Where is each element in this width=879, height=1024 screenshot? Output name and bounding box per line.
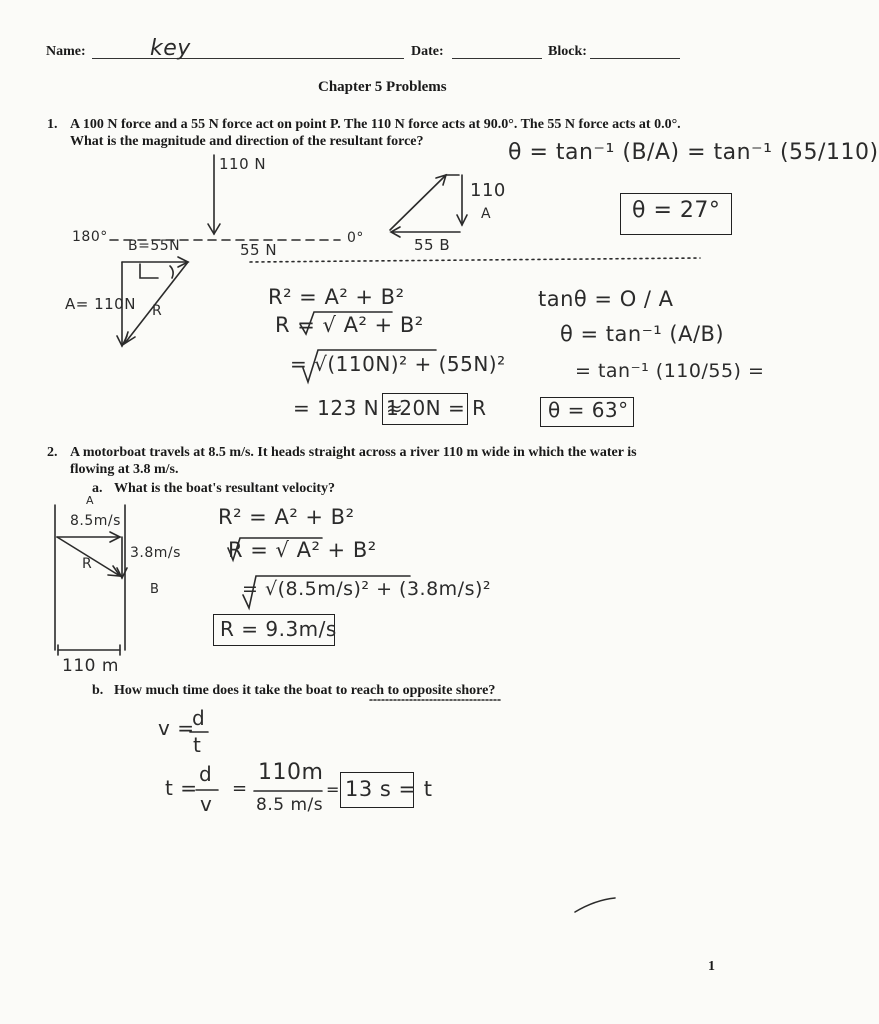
angle-0-label: 0° bbox=[347, 230, 364, 246]
eq-t-speed: 8.5 m/s bbox=[256, 795, 324, 815]
theta-formula: θ = tan⁻¹ (B/A) = tan⁻¹ (55/110) bbox=[508, 140, 879, 165]
tan-def: tanθ = O / A bbox=[538, 287, 674, 311]
eq-t-num: d bbox=[199, 762, 213, 786]
eq-result: = 123 N ≈ bbox=[293, 396, 404, 420]
boat-velocity-label: 8.5m/s bbox=[70, 513, 121, 529]
part-a-question: What is the boat's resultant velocity? bbox=[114, 481, 336, 496]
a-110n-label: A= 110N bbox=[65, 295, 136, 313]
b-55n-label: B=55N bbox=[128, 238, 181, 254]
p2-eq-substitute: = √(8.5m/s)² + (3.8m/s)² bbox=[242, 578, 491, 600]
p2-eq-pythag: R² = A² + B² bbox=[218, 505, 355, 529]
velocity-answer: R = 9.3m/s bbox=[220, 617, 337, 641]
force-55n-label: 55 N bbox=[240, 241, 278, 259]
name-label: Name: bbox=[46, 44, 86, 59]
theta-answer: θ = 27° bbox=[632, 198, 721, 223]
eq-v-left: v = bbox=[158, 716, 195, 740]
eq-t-left: t = bbox=[165, 776, 198, 800]
r-vector-label: R bbox=[82, 556, 93, 572]
eq-t-den: v bbox=[200, 792, 213, 816]
eq-v-den: t bbox=[193, 733, 202, 757]
eq-sqrt: R = √ A² + B² bbox=[275, 313, 424, 337]
tri-a-letter: A bbox=[481, 206, 492, 222]
b-mark: B bbox=[150, 582, 160, 597]
p2-eq-sqrt: R = √ A² + B² bbox=[228, 538, 377, 562]
page-title: Chapter 5 Problems bbox=[318, 79, 447, 95]
problem1-line2: What is the magnitude and direction of the resultant force? bbox=[70, 134, 424, 149]
eq-t-equals: = bbox=[232, 778, 248, 799]
eq-t-equals2: = bbox=[326, 780, 340, 799]
angle-180-label: 180° bbox=[72, 229, 108, 245]
eq-v-num: d bbox=[192, 706, 206, 730]
problem2-line1: A motorboat travels at 8.5 m/s. It heads straight across a river 110 m wide in which the water is bbox=[70, 445, 637, 460]
force-110n-label: 110 N bbox=[219, 155, 267, 173]
eq-pythag: R² = A² + B² bbox=[268, 285, 405, 309]
date-label: Date: bbox=[411, 44, 444, 59]
eq-substitute: = √(110N)² + (55N)² bbox=[290, 352, 506, 376]
problem2-number: 2. bbox=[47, 445, 58, 460]
time-answer: 13 s = t bbox=[345, 777, 433, 801]
r-answer: 120N = R bbox=[386, 396, 487, 420]
part-b-letter: b. bbox=[92, 683, 104, 698]
name-value: key bbox=[150, 36, 191, 61]
part-b-question: How much time does it take the boat to reach to opposite shore? bbox=[114, 683, 496, 698]
block-label: Block: bbox=[548, 44, 587, 59]
river-velocity-label: 3.8m/s bbox=[130, 545, 181, 561]
tan-substitute: = tan⁻¹ (110/55) = bbox=[575, 360, 765, 382]
problem1-number: 1. bbox=[47, 117, 58, 132]
page-number: 1 bbox=[708, 959, 715, 974]
tri-b-label: 55 B bbox=[414, 236, 451, 254]
eq-t-distance: 110m bbox=[258, 760, 324, 785]
tri-a-value: 110 bbox=[470, 180, 506, 201]
part-a-letter: a. bbox=[92, 481, 103, 496]
river-width-label: 110 m bbox=[62, 656, 119, 676]
tan-inverse: θ = tan⁻¹ (A/B) bbox=[560, 322, 725, 346]
a-mark: A bbox=[86, 494, 95, 507]
problem2-line2: flowing at 3.8 m/s. bbox=[70, 462, 179, 477]
r-label: R bbox=[152, 303, 163, 319]
problem1-line1: A 100 N force and a 55 N force act on point P. The 110 N force acts at 90.0°. The 55 N force acts at 0.0°. bbox=[70, 117, 681, 132]
theta2-answer: θ = 63° bbox=[548, 398, 629, 422]
